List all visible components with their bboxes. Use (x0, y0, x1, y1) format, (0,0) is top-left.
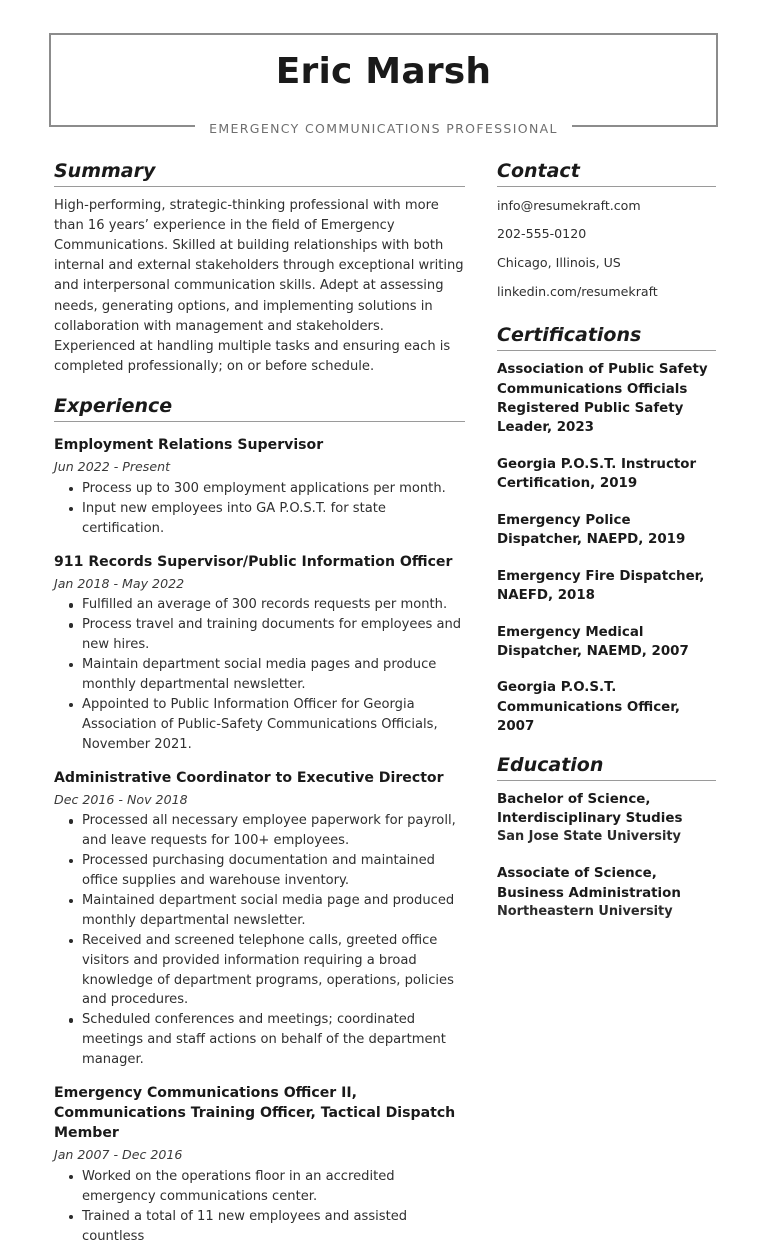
summary-section (54, 160, 465, 377)
job-title: Administrative Coordinator to Executive Director (54, 769, 444, 786)
list-item: Received and screened telephone calls, greeted office visitors and provided information requiring a broad knowledge of department programs, operations, policies and procedures. (54, 931, 465, 1011)
experience-entry (54, 435, 465, 539)
certification-item: Emergency Medical Dispatcher, NAEMD, 2007 (497, 624, 689, 659)
contact-phone[interactable]: 202-555-0120 (497, 226, 587, 242)
certification-item: Emergency Fire Dispatcher, NAEFD, 2018 (497, 568, 705, 604)
education-entry (497, 790, 716, 848)
certification-item: Georgia P.O.S.T. Communications Officer, 2007 (497, 680, 680, 735)
job-bullets (54, 479, 465, 539)
experience-entry (54, 768, 465, 1070)
certification-item: Georgia P.O.S.T. Instructor Certification, 2019 (497, 456, 697, 492)
right-column (497, 160, 716, 939)
left-column (54, 160, 465, 1249)
spacer (497, 310, 716, 324)
spacer (54, 377, 465, 395)
list-item: Maintained department social media page and produced monthly departmental newsletter. (54, 891, 465, 931)
contact-rule (497, 186, 716, 187)
certifications-heading: Certifications (497, 324, 642, 347)
job-title: 911 Records Supervisor/Public Information Officer (54, 553, 453, 570)
job-title: Emergency Communications Officer II, Communications Training Officer, Tactical Dispatch Member (54, 1085, 456, 1142)
list-item: Trained a total of 11 new employees and assisted countless (54, 1207, 465, 1247)
list-item: Process travel and training documents for employees and new hires. (54, 615, 465, 655)
page-title: Eric Marsh (275, 51, 492, 92)
education-entry (497, 864, 716, 922)
experience-heading: Experience (54, 395, 173, 418)
job-bullets (54, 811, 465, 1070)
certification-item: Association of Public Safety Communications Officials Registered Public Safety Leader, 2023 (497, 362, 708, 436)
education-degree: Associate of Science, Business Administration (497, 866, 681, 901)
contact-heading: Contact (497, 160, 580, 182)
job-dates: Dec 2016 - Nov 2018 (54, 791, 188, 807)
list-item: Input new employees into GA P.O.S.T. for state certification. (54, 499, 465, 539)
summary-heading: Summary (54, 160, 156, 182)
job-bullets (54, 595, 465, 754)
experience-entry (54, 552, 465, 755)
list-item: Fulfilled an average of 300 records requests per month. (54, 595, 465, 615)
professional-title: EMERGENCY COMMUNICATIONS PROFESSIONAL (195, 123, 572, 136)
certifications-section (497, 324, 716, 736)
list-item: Worked on the operations floor in an accredited emergency communications center. (54, 1167, 465, 1207)
experience-section (54, 395, 465, 1246)
education-rule (497, 780, 716, 781)
job-dates: Jan 2018 - May 2022 (54, 575, 185, 591)
contact-linkedin[interactable]: linkedin.com/resumekraft (497, 283, 658, 299)
list-item: Process up to 300 employment applications per month. (54, 479, 465, 499)
resume-header (49, 33, 718, 136)
job-bullets (54, 1167, 465, 1247)
experience-entry (54, 1083, 465, 1246)
list-item: Maintain department social media pages and produce monthly departmental newsletter. (54, 655, 465, 695)
list-item: Appointed to Public Information Officer for Georgia Association of Public-Safety Communications Officials, November 2021. (54, 695, 465, 755)
contact-location: Chicago, Illinois, US (497, 255, 621, 271)
list-item: Scheduled conferences and meetings; coordinated meetings and staff actions on behalf of the department manager. (54, 1010, 465, 1070)
education-school: Northeastern University (497, 903, 673, 919)
experience-rule (54, 421, 465, 422)
education-degree: Bachelor of Science, Interdisciplinary Studies (497, 791, 683, 826)
certification-item: Emergency Police Dispatcher, NAEPD, 2019 (497, 512, 686, 548)
job-dates: Jan 2007 - Dec 2016 (54, 1147, 183, 1163)
contact-email[interactable]: info@resumekraft.com (497, 197, 641, 213)
education-heading: Education (497, 753, 604, 776)
education-section (497, 754, 716, 922)
contact-section (497, 160, 716, 301)
summary-rule (54, 186, 465, 187)
education-school: San Jose State University (497, 829, 681, 845)
job-dates: Jun 2022 - Present (54, 459, 171, 474)
header-subtitle-container (51, 120, 716, 136)
list-item: Processed all necessary employee paperwork for payroll, and leave requests for 100+ employees. (54, 811, 465, 851)
list-item: Processed purchasing documentation and maintained office supplies and warehouse inventory. (54, 851, 465, 891)
summary-text: High-performing, strategic-thinking professional with more than 16 years’ experience in the field of Emergency Communications. Skilled at building relationships with both internal and external stakeholders through exceptional writing and interpersonal communication skills. Adept at assessing needs, generating options, and implementing solutions in collaboration with management and stakeholders. Experienced at handling multiple tasks and ensuring each is completed professionally; on or before schedule. (54, 197, 464, 375)
certifications-rule (497, 350, 716, 351)
job-title: Employment Relations Supervisor (54, 437, 324, 453)
